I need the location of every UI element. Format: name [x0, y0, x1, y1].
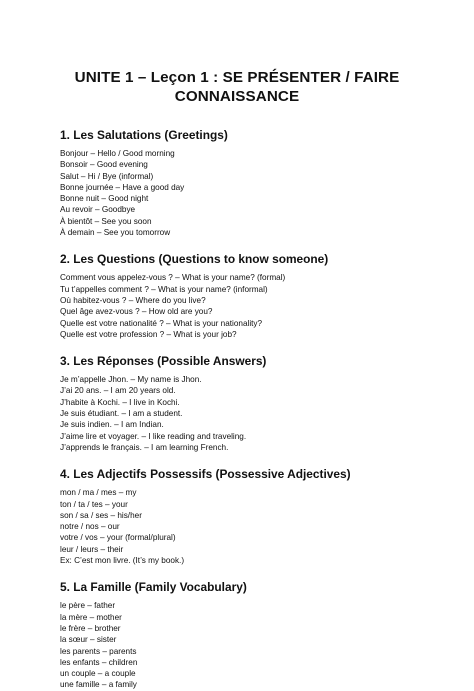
list-item: votre / vos – your (formal/plural)	[60, 533, 176, 543]
vocabulary-list	[60, 374, 414, 453]
list-item: leur / leurs – their	[60, 544, 124, 554]
list-item: le frère – brother	[60, 623, 121, 633]
section-salutations	[60, 128, 414, 238]
list-item: J’apprends le français. – I am learning French.	[60, 442, 229, 452]
list-item: la sœur – sister	[60, 635, 117, 645]
list-item: le père – father	[60, 601, 116, 611]
list-item: la mère – mother	[60, 612, 122, 622]
list-item: Je m’appelle Jhon. – My name is Jhon.	[60, 375, 202, 385]
list-item: Bonjour – Hello / Good morning	[60, 149, 175, 158]
list-item: son / sa / ses – his/her	[60, 510, 142, 520]
list-item: Tu t’appelles comment ? – What is your name? (informal)	[60, 284, 268, 294]
list-item: J’ai 20 ans. – I am 20 years old.	[60, 386, 176, 396]
section-heading: 3. Les Réponses (Possible Answers)	[60, 354, 267, 369]
list-item: Bonne journée – Have a good day	[60, 182, 185, 192]
list-item: Quelle est votre profession ? – What is your job?	[60, 329, 237, 339]
section-heading: 4. Les Adjectifs Possessifs (Possessive Adjectives)	[60, 467, 351, 482]
section-answers	[60, 354, 414, 453]
section-questions	[60, 252, 414, 340]
list-item: ton / ta / tes – your	[60, 499, 128, 509]
section-heading: 5. La Famille (Family Vocabulary)	[60, 580, 247, 595]
vocabulary-list	[60, 148, 414, 238]
section-heading: 1. Les Salutations (Greetings)	[60, 128, 228, 142]
section-possessive-adjectives	[60, 467, 414, 566]
list-item: Salut – Hi / Bye (informal)	[60, 171, 154, 181]
list-item: J’habite à Kochi. – I live in Kochi.	[60, 397, 180, 407]
list-item: Quelle est votre nationalité ? – What is your nationality?	[60, 318, 263, 328]
list-item: Je suis indien. – I am Indian.	[60, 420, 164, 430]
document-title-line-2: CONNAISSANCE	[174, 88, 300, 105]
list-item: À bientôt – See you soon	[60, 216, 152, 226]
list-item: notre / nos – our	[60, 522, 120, 532]
list-item: À demain – See you tomorrow	[60, 228, 171, 238]
list-item: Bonsoir – Good evening	[60, 160, 148, 170]
list-item: les parents – parents	[60, 646, 137, 656]
list-item: Au revoir – Goodbye	[60, 205, 136, 215]
vocabulary-list	[60, 600, 414, 690]
document-title-line-1: UNITE 1 – Leçon 1 : SE PRÉSENTER / FAIRE	[74, 69, 400, 86]
list-item: Comment vous appelez-vous ? – What is your name? (formal)	[60, 273, 286, 283]
list-item: un couple – a couple	[60, 669, 136, 679]
list-item: Quel âge avez-vous ? – How old are you?	[60, 307, 213, 317]
list-item: Ex: C’est mon livre. (It’s my book.)	[60, 556, 185, 566]
list-item: les enfants – children	[60, 657, 138, 667]
list-item: mon / ma / mes – my	[60, 488, 137, 498]
list-item: Où habitez-vous ? – Where do you live?	[60, 295, 206, 305]
section-heading: 2. Les Questions (Questions to know someone)	[60, 252, 329, 267]
list-item: Je suis étudiant. – I am a student.	[60, 409, 183, 419]
vocabulary-list	[60, 272, 414, 340]
vocabulary-list	[60, 487, 414, 566]
list-item: J’aime lire et voyager. – I like reading and traveling.	[60, 431, 247, 441]
list-item: Bonne nuit – Good night	[60, 194, 149, 204]
section-family	[60, 580, 414, 690]
document-title	[60, 68, 414, 106]
list-item: une famille – a family	[60, 680, 137, 690]
